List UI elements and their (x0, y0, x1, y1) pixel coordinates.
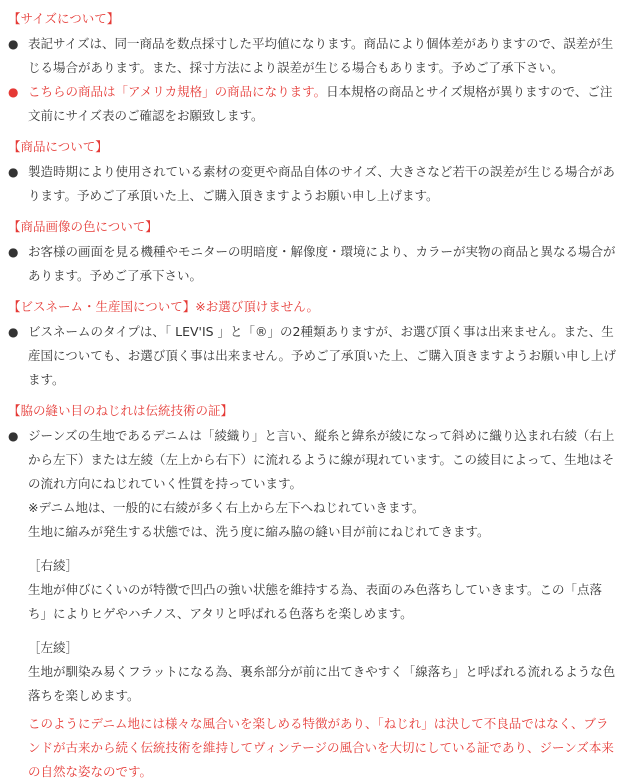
section-twist (8, 398, 617, 784)
list-item (8, 32, 617, 80)
item-text: お客様の画面を見る機種やモニターの明暗度・解像度・環境により、カラーが実物の商品と異なる場合があります。予めご了承下さい。 (28, 244, 616, 283)
list-item (8, 424, 617, 784)
section-heading: 【ビスネーム・生産国について】※お選び頂けません。 (8, 299, 319, 314)
item-text (28, 80, 617, 128)
bullet-icon: ● (8, 245, 19, 259)
left-twill-text: 生地が馴染み易くフラットになる為、裏糸部分が前に出てきやすく「線落ち」と呼ばれる流れるような色落ちを楽しめます。 (28, 664, 616, 703)
section-bisname (8, 294, 617, 392)
list-item (8, 320, 617, 392)
list-item (8, 160, 617, 208)
item-text: ビスネームのタイプは、「 LEV'IS 」と「®」の2種類ありますが、お選び頂く事は出来ません。また、生産国についても、お選び頂く事は出来ません。予めご了承頂いた上、ご購入頂きますようお願い申し上げます。 (28, 324, 617, 387)
item-text-rest: 日本規格の商品とサイズ規格が異りますので、ご注文前にサイズ表のご確認をお願致します。 (28, 84, 613, 123)
bullet-icon: ● (8, 429, 19, 443)
left-twill-title: ［左綾］ (28, 640, 79, 655)
list-item (8, 80, 617, 128)
section-product (8, 134, 617, 208)
bullet-icon: ● (8, 325, 19, 339)
right-twill-title: ［右綾］ (28, 558, 79, 573)
note-paragraph: ※デニム地は、一般的に右綾が多く右上から左下へねじれていきます。 (28, 500, 425, 515)
section-size (8, 6, 617, 128)
paragraph: 生地に縮みが発生する状態では、洗う度に縮み脇の縫い目が前にねじれてきます。 (28, 524, 490, 539)
section-heading: 【サイズについて】 (8, 11, 120, 26)
section-heading: 【商品画像の色について】 (8, 219, 158, 234)
right-twill-text: 生地が伸びにくいのが特徴で凹凸の強い状態を維持する為、表面のみ色落ちしていきます。この「点落ち」によりヒゲやハチノス、アタリと呼ばれる色落ちを楽しめます。 (28, 582, 603, 621)
bullet-icon: ● (8, 85, 19, 99)
section-color (8, 214, 617, 288)
paragraph: ジーンズの生地であるデニムは「綾織り」と言い、縦糸と緯糸が綾になって斜めに織り込まれ右綾（右上から左下）または左綾（左上から右下）に流れるように線が現れています。この綾目によって、生地はその流れ方向にねじれていく性質を持っています。 (28, 428, 615, 491)
item-text: 製造時期により使用されている素材の変更や商品自体のサイズ、大きさなど若干の誤差が生じる場合があります。予めご了承頂いた上、ご購入頂きますようお願い申し上げます。 (28, 164, 615, 203)
section-heading: 【商品について】 (8, 139, 108, 154)
list-item (8, 240, 617, 288)
highlight-text: こちらの商品は「アメリカ規格」の商品になります。 (28, 84, 327, 99)
section-heading: 【脇の縫い目のねじれは伝統技術の証】 (8, 403, 234, 418)
item-body (28, 424, 617, 784)
bullet-icon: ● (8, 165, 19, 179)
bullet-icon: ● (8, 37, 19, 51)
closing-text: このようにデニム地には様々な風合いを楽しめる特徴があり、「ねじれ」は決して不良品ではなく、ブランドが古来から続く伝統技術を維持してヴィンテージの風合いを大切にしている証であり、ジーンズ本来の自然な姿なのです。 (28, 716, 614, 779)
item-text: 表記サイズは、同一商品を数点採寸した平均値になります。商品により個体差がありますので、誤差が生じる場合があります。また、採寸方法により誤差が生じる場合もあります。予めご了承下さい。 (28, 36, 614, 75)
